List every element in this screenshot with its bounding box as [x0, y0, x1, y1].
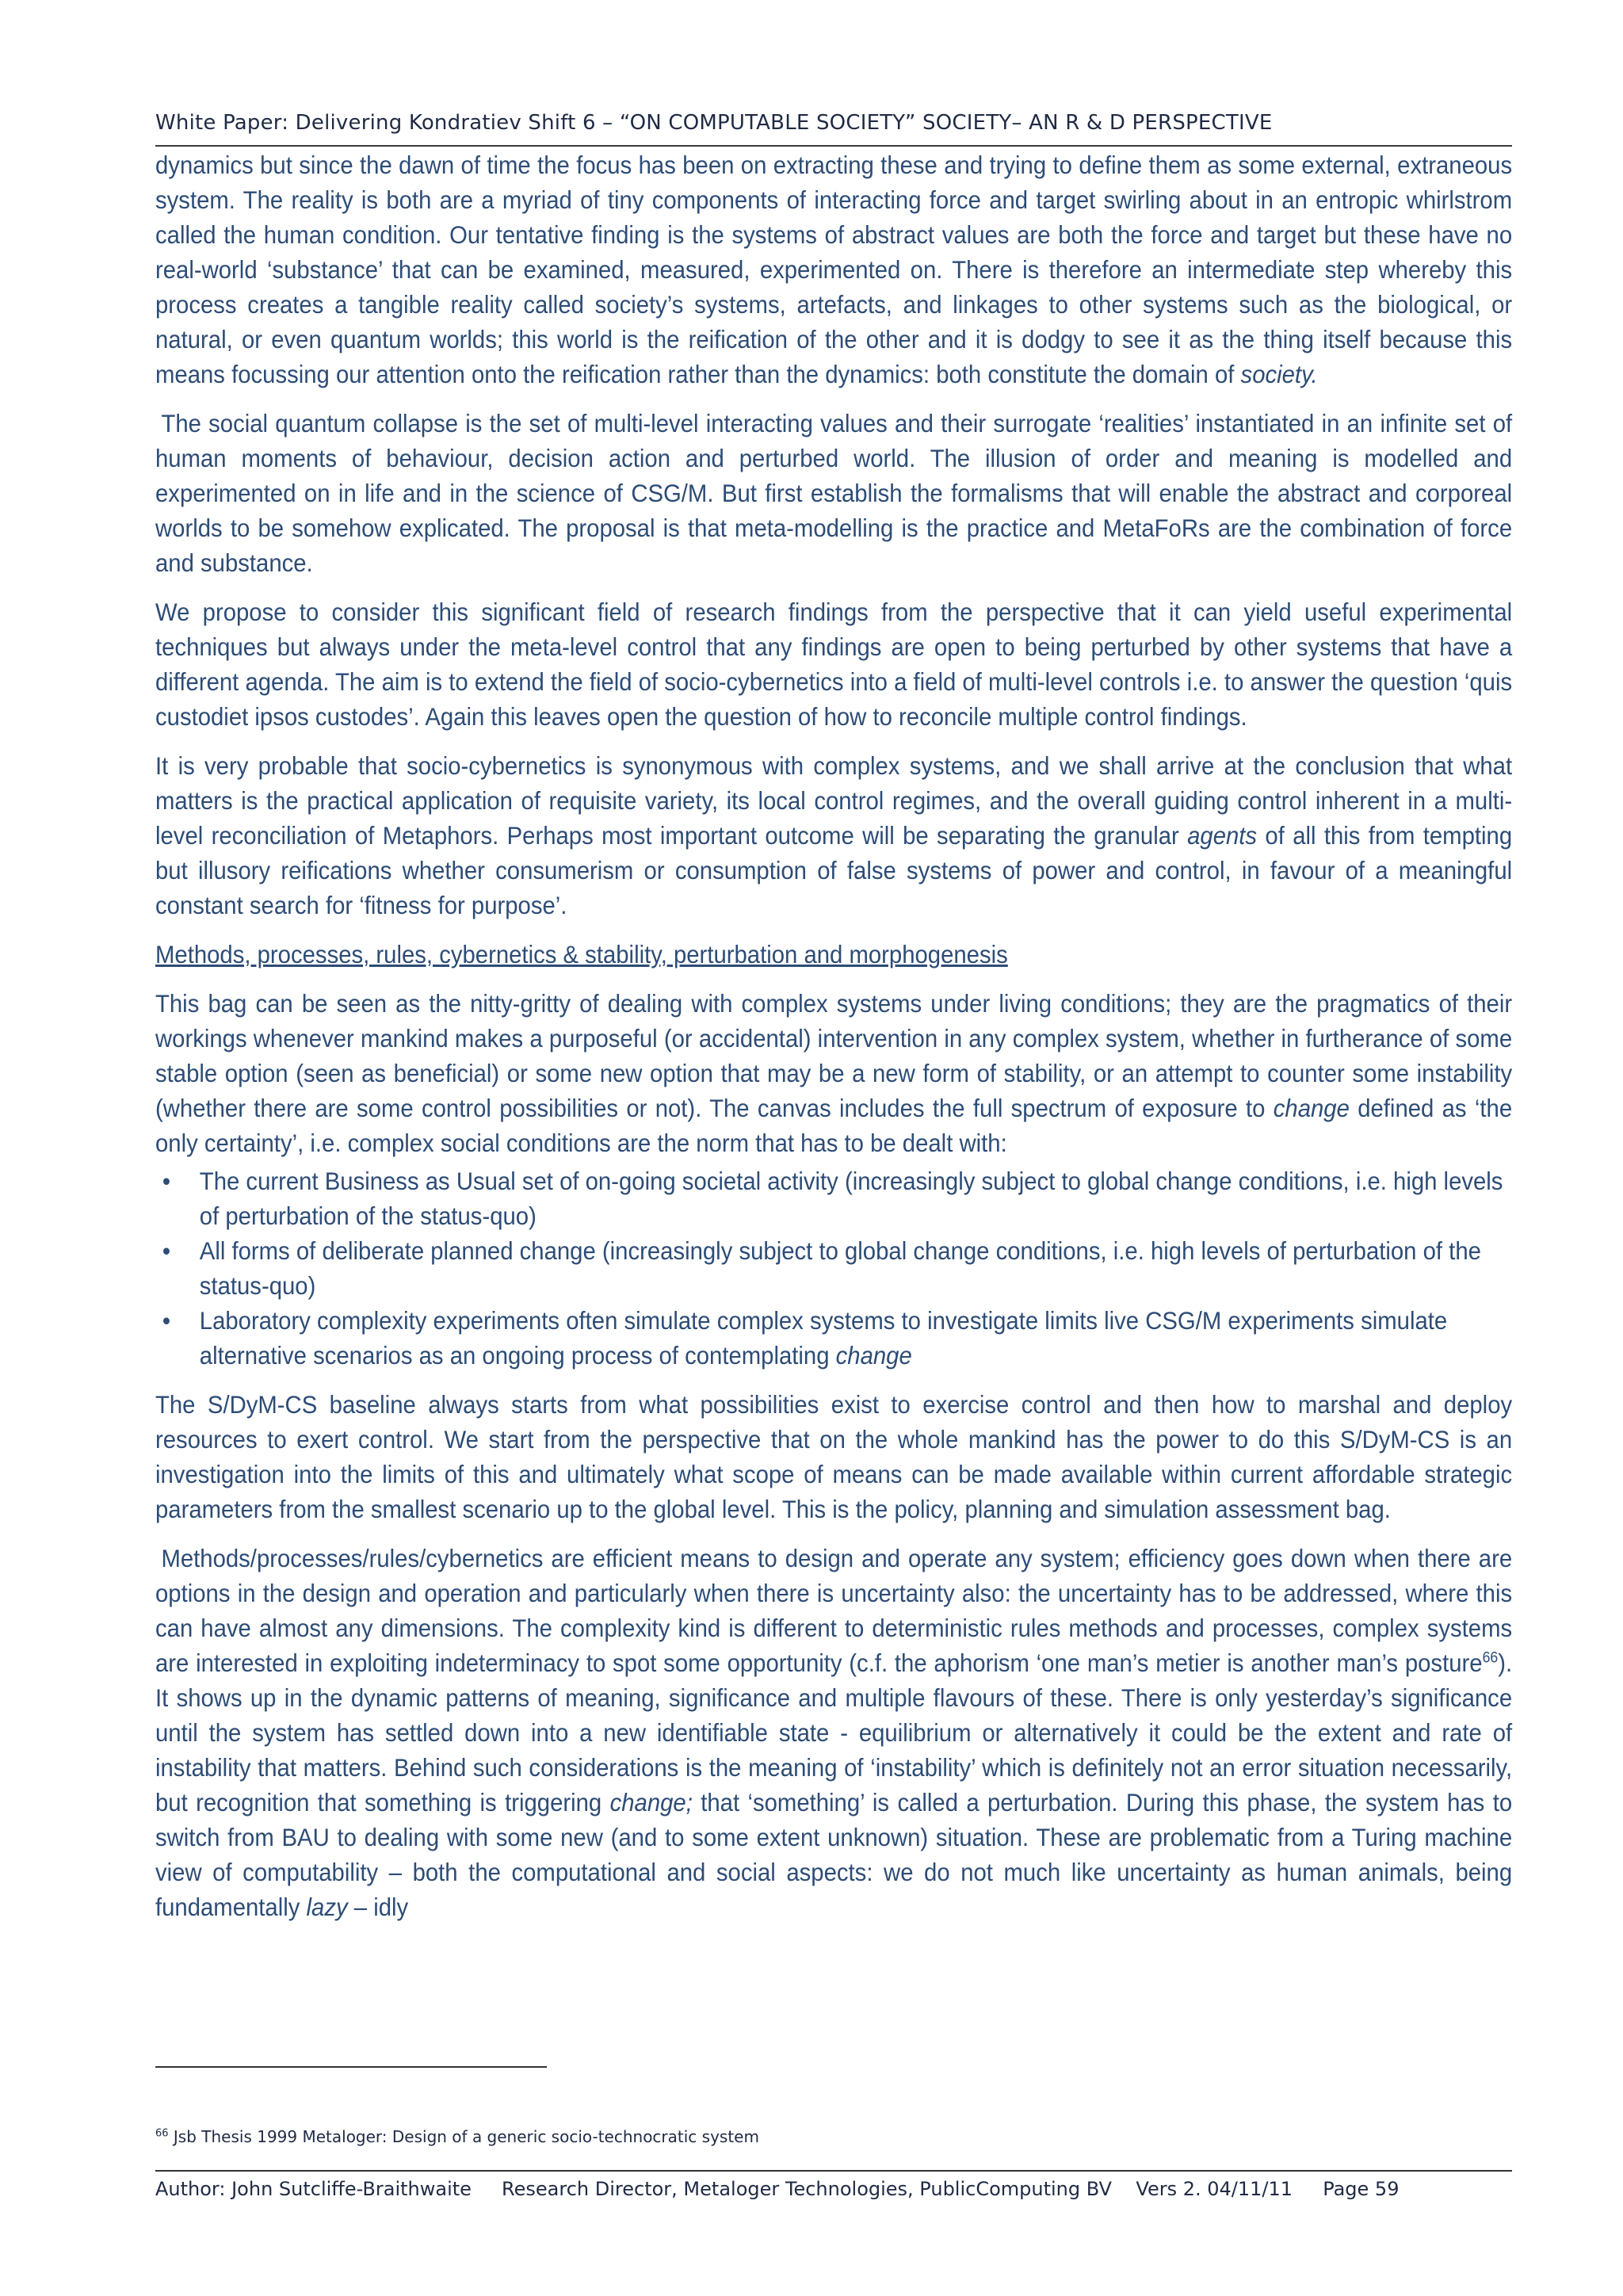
bullet-list	[155, 1163, 1512, 1373]
paragraph-5-text: This bag can be seen as the nitty-gritty of dealing with complex systems under living conditions; they are the pragmatics of their workings whenever mankind makes a purposeful (or accidental) intervention in any complex system, whether in furtherance of some stable option (seen as beneficial) or some new option that may be a new form of stability, or an attempt to counter some instability (whether there are some control possibilities or not). The canvas includes the full spectrum of exposure to	[155, 989, 1513, 1122]
paragraph-2: The social quantum collapse is the set of multi-level interacting values and their surrogate ‘realities’ instantiated in an infinite set of human moments of behaviour, decision action and perturbed world. The illusion of order and meaning is modelled and experimented on in life and in the science of CSG/M. But first establish the formalisms that will enable the abstract and corporeal worlds to be somehow explicated. The proposal is that meta-modelling is the practice and MetaFoRs are the combination of force and substance.	[155, 409, 1513, 577]
paragraph-5	[155, 986, 1512, 1160]
page-footer: Author: John Sutcliffe-Braithwaite Research Director, Metaloger Technologies, PublicComputing BV Vers 2. 04/11/11 Page 59	[155, 2178, 1400, 2200]
paragraph-7-text-3: that ‘something’ is called a perturbation. During this phase, the system has to switch from BAU to dealing with some new (and to some extent unknown) situation. These are problematic from a Turing machine view of computability – both the computational and social aspects: we do not much like uncertainty as human animals, being fundamentally	[155, 1788, 1513, 1921]
paragraph-4-text-end: of all this from tempting but illusory reifications whether consumerism or consumption of false systems of power and control, in favour of a meaningful constant search for ‘fitness for purpose’.	[155, 821, 1513, 919]
footnote-divider	[155, 2066, 547, 2068]
paragraph-1	[155, 147, 1512, 392]
paragraph-5-text-end: defined as ‘the only certainty’, i.e. complex social conditions are the norm that has to be dealt with:	[155, 1094, 1513, 1157]
footnote-number: 66	[155, 2127, 169, 2140]
section-heading: Methods, processes, rules, cybernetics & stability, perturbation and morphogenesis	[155, 940, 1008, 968]
footnote-text: Jsb Thesis 1999 Metaloger: Design of a generic socio-technocratic system	[168, 2127, 759, 2146]
bullet-item-3-emphasis: change	[835, 1341, 912, 1370]
paragraph-4-text: It is very probable that socio-cybernetics is synonymous with complex systems, and we shall arrive at the conclusion that what matters is the practical application of requisite variety, its local control regimes, and the overall guiding control inherent in a multi-level reconciliation of Metaphors. Perhaps most important outcome will be separating the granular	[155, 751, 1513, 850]
paragraph-7-emphasis-1: change;	[609, 1788, 693, 1817]
paragraph-7-text: Methods/processes/rules/cybernetics are efficient means to design and operate any system; efficiency goes down when there are options in the design and operation and particularly when there is uncertainty also: the uncertainty has to be addressed, where this can have almost any dimensions. The complexity kind is different to deterministic rules methods and processes, complex systems are interested in exploiting indeterminacy to spot some opportunity (c.f. the aphorism ‘one man’s metier is another man’s posture	[155, 1544, 1513, 1677]
paragraph-6: The S/DyM-CS baseline always starts from what possibilities exist to exercise control and then how to marshal and deploy resources to exert control. We start from the perspective that on the whole mankind has the power to do this S/DyM-CS is an investigation into the limits of this and ultimately what scope of means can be made available within current affordable strategic parameters from the smallest scenario up to the global level. This is the policy, planning and simulation assessment bag.	[155, 1390, 1513, 1523]
paragraph-7-text-4: – idly	[347, 1893, 409, 1921]
footnote-reference[interactable]: 66	[1482, 1649, 1499, 1667]
body-text	[155, 147, 1512, 1939]
paragraph-1-emphasis: society.	[1240, 360, 1318, 388]
paragraph-3: We propose to consider this significant field of research findings from the perspective that it can yield useful experimental techniques but always under the meta-level control that any findings are open to being perturbed by other systems that have a different agenda. The aim is to extend the field of socio-cybernetics into a field of multi-level controls i.e. to answer the question ‘quis custodiet ipsos custodes’. Again this leaves open the question of how to reconcile multiple control findings.	[155, 598, 1513, 731]
bullet-item-2	[155, 1233, 1512, 1303]
paragraph-7-text-2: ). It shows up in the dynamic patterns of meaning, significance and multiple flavours of these. There is only yesterday’s significance until the system has settled down into a new identifiable state - equilibrium or alternatively it could be the extent and rate of instability that matters. Behind such considerations is the meaning of ‘instability’ which is definitely not an error situation necessarily, but recognition that something is triggering	[155, 1648, 1513, 1817]
footnote	[155, 2127, 1503, 2146]
paragraph-5-emphasis: change	[1273, 1094, 1350, 1122]
bullet-item-1-text: The current Business as Usual set of on-going societal activity (increasingly subject to global change conditions, i.e. high levels of perturbation of the status-quo)	[199, 1167, 1503, 1230]
paragraph-4-emphasis: agents	[1187, 821, 1258, 850]
page-header: White Paper: Delivering Kondratiev Shift 6 – “ON COMPUTABLE SOCIETY” SOCIETY– AN R & D PERSPECTIVE	[155, 111, 1273, 135]
footer-divider	[155, 2170, 1512, 2172]
paragraph-1-text: dynamics but since the dawn of time the focus has been on extracting these and trying to define them as some external, extraneous system. The reality is both are a myriad of tiny components of interacting force and target swirling about in an entropic whirlstrom called the human condition. Our tentative finding is the systems of abstract values are both the force and target but these have no real-world ‘substance’ that can be examined, measured, experimented on. There is therefore an intermediate step whereby this process creates a tangible reality called society’s systems, artefacts, and linkages to other systems such as the biological, or natural, or even quantum worlds; this world is the reification of the other and it is dodgy to see it as the thing itself because this means focussing our attention onto the reification rather than the dynamics: both constitute the domain of	[155, 151, 1513, 388]
bullet-item-2-text: All forms of deliberate planned change (increasingly subject to global change conditions, i.e. high levels of perturbation of the status-quo)	[199, 1236, 1481, 1300]
paragraph-7-emphasis-2: lazy	[306, 1893, 348, 1921]
bullet-item-1	[155, 1163, 1512, 1233]
bullet-marker: •	[162, 1306, 171, 1335]
paragraph-7	[155, 1541, 1512, 1924]
header-divider	[155, 145, 1512, 147]
bullet-item-3-text: Laboratory complexity experiments often simulate complex systems to investigate limits live CSG/M experiments simulate alternative scenarios as an ongoing process of contemplating	[199, 1306, 1448, 1370]
bullet-marker: •	[162, 1236, 171, 1265]
bullet-item-3	[155, 1303, 1512, 1373]
bullet-marker: •	[162, 1167, 171, 1195]
paragraph-4	[155, 748, 1512, 923]
